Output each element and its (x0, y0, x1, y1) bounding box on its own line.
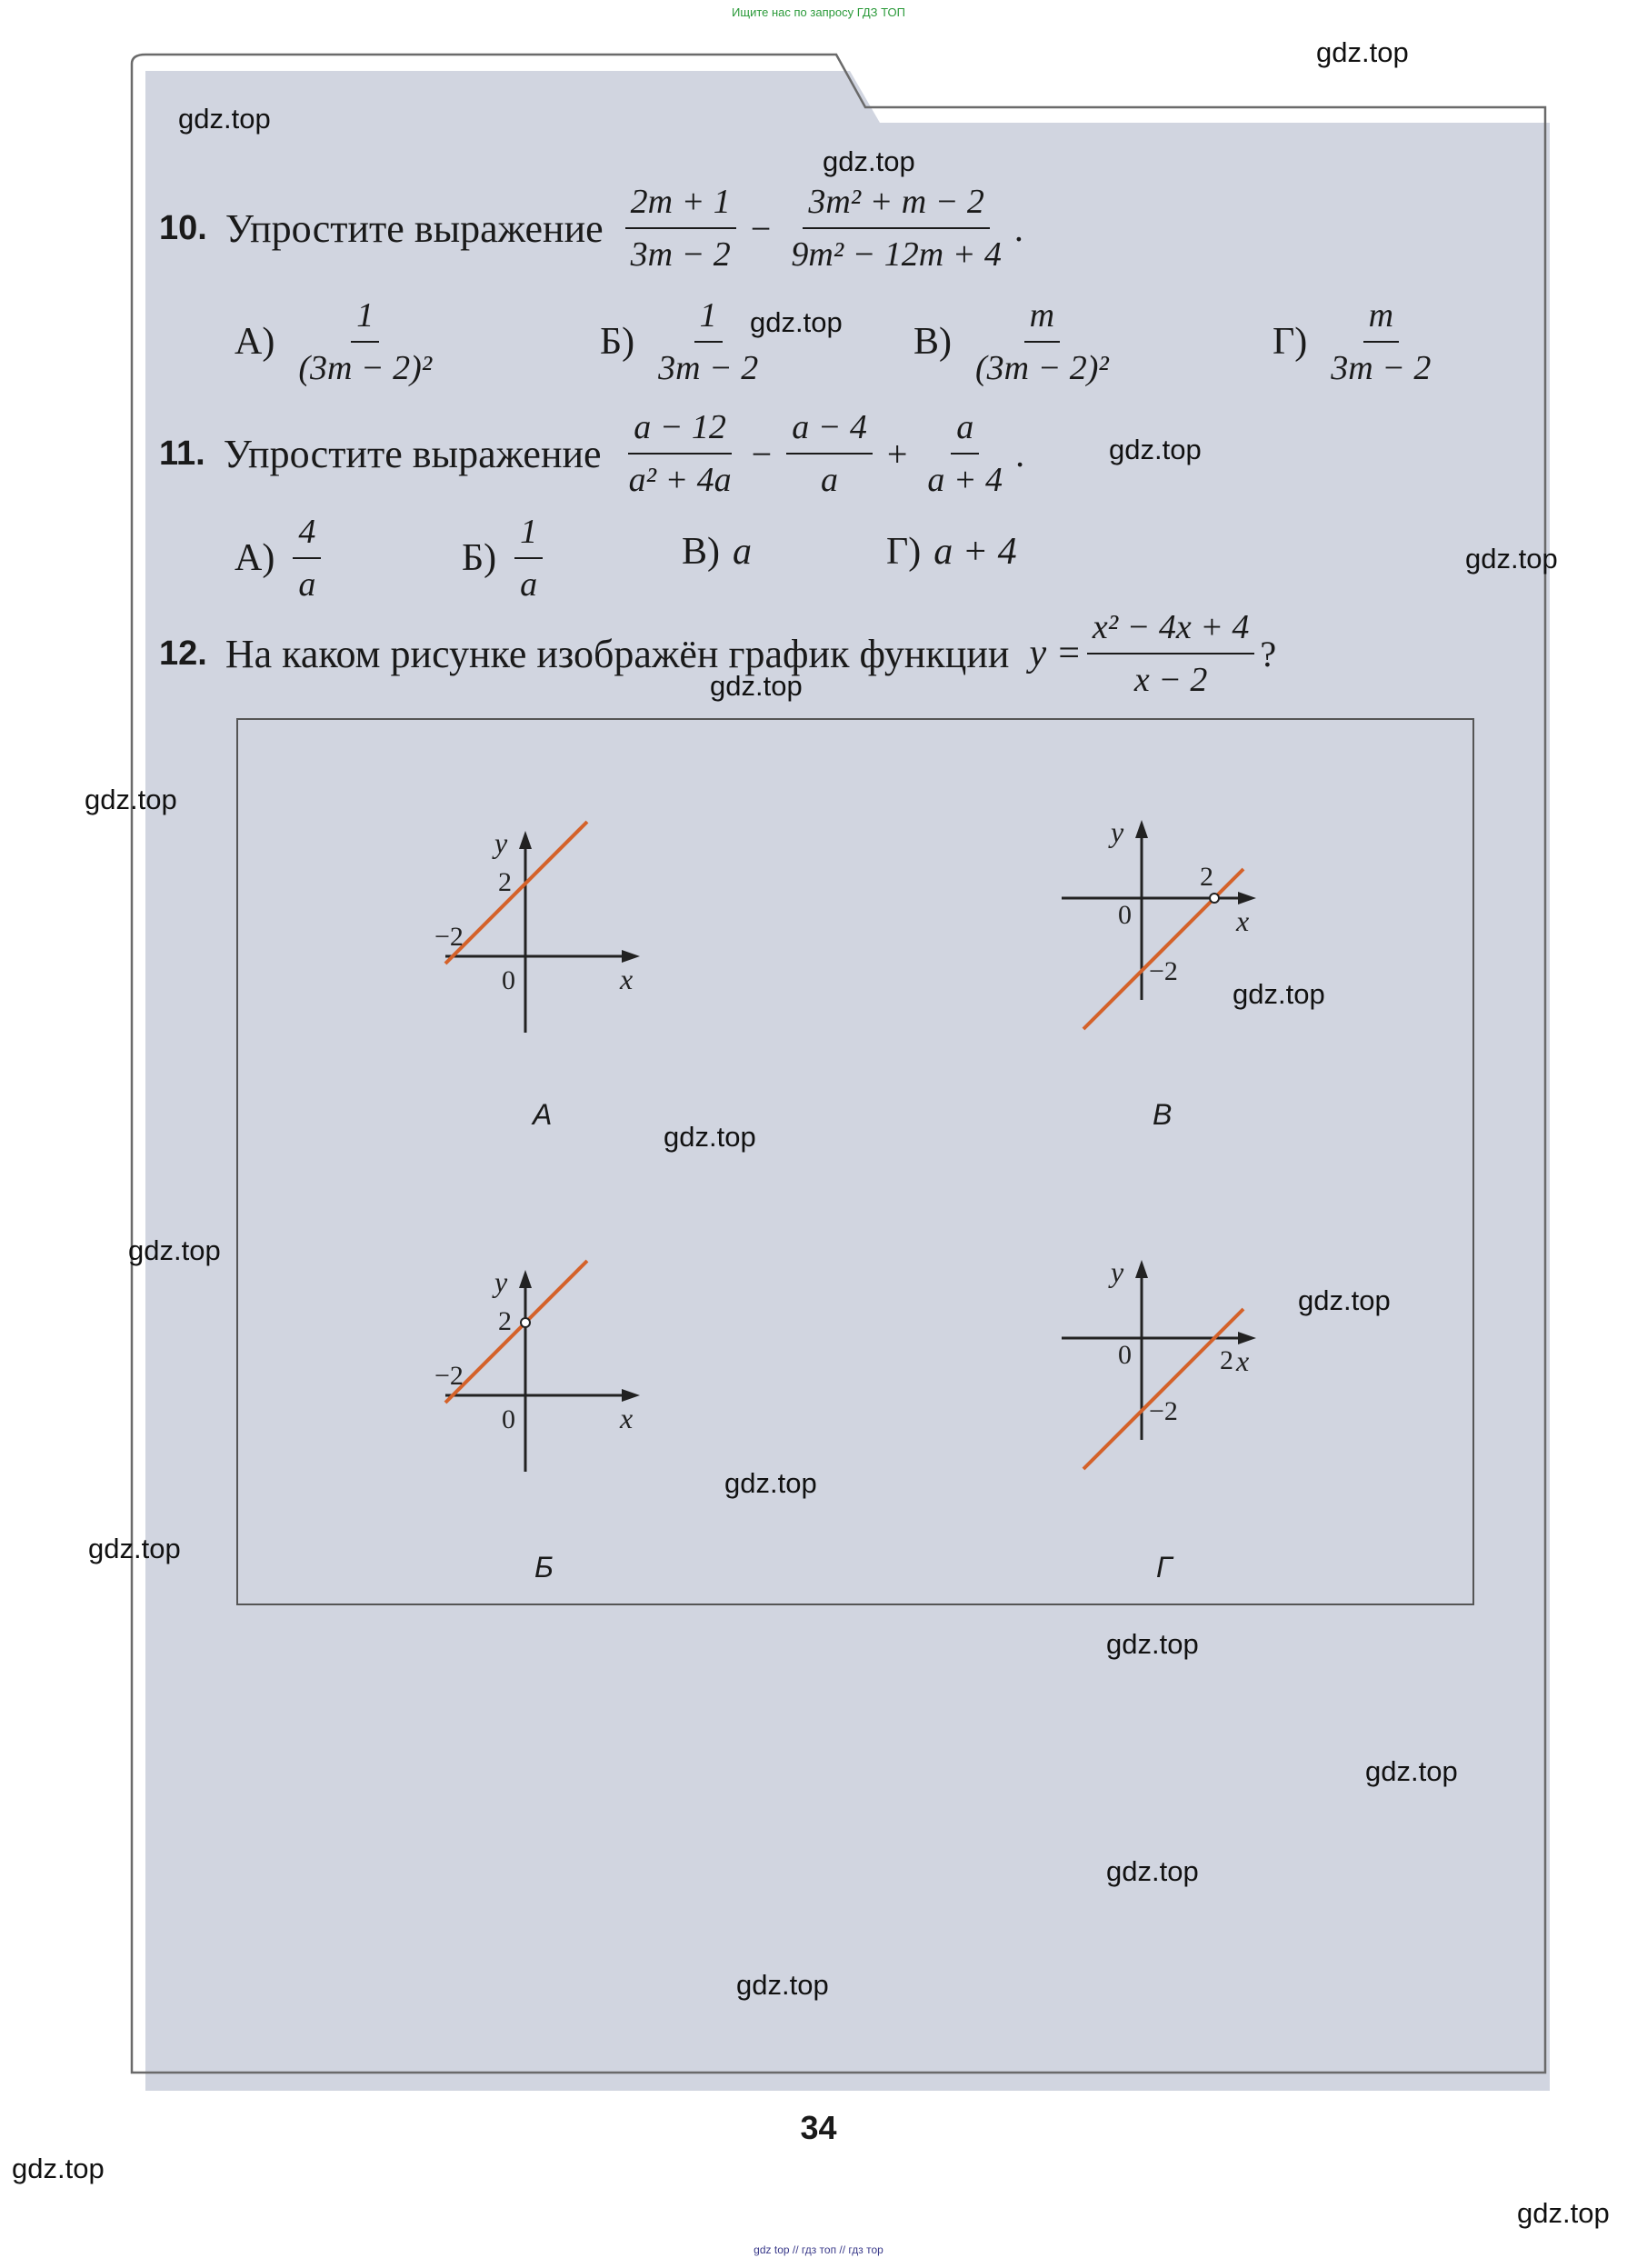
x-arrow-icon (1238, 1332, 1256, 1344)
function-line (1083, 869, 1243, 1029)
option-label: В) (913, 321, 952, 363)
denominator: x − 2 (1133, 661, 1208, 699)
origin-label: 0 (1118, 900, 1132, 930)
question-number: 12. (159, 634, 207, 673)
y-axis-label: y (494, 826, 508, 859)
watermark: gdz.top (1517, 2197, 1610, 2229)
watermark: gdz.top (1233, 978, 1325, 1010)
tick-label: −2 (434, 1361, 464, 1391)
graph-caption-b: Б (534, 1551, 554, 1584)
watermark: gdz.top (85, 784, 177, 815)
question-mark: ? (1260, 633, 1277, 674)
y-axis-label: y (1111, 815, 1124, 848)
x-arrow-icon (622, 1389, 640, 1402)
option-label: Б) (600, 321, 635, 363)
y-arrow-icon (519, 1270, 532, 1288)
tick-label: 2 (1220, 1345, 1233, 1375)
tick-label: 2 (1200, 862, 1213, 892)
top-note: Ищите нас по запросу ГДЗ ТОП (732, 5, 905, 19)
y-axis-label: y (494, 1265, 508, 1298)
graph-caption-v: В (1153, 1098, 1173, 1131)
tick-label: −2 (1149, 956, 1178, 986)
watermark: gdz.top (1106, 1855, 1199, 1887)
function-lhs: y = (1029, 633, 1082, 674)
tick-label: −2 (434, 922, 464, 952)
x-arrow-icon (1238, 892, 1256, 904)
watermark: gdz.top (1109, 434, 1202, 465)
numerator: a (951, 407, 979, 455)
origin-label: 0 (1118, 1340, 1132, 1370)
graph-3 (434, 1261, 640, 1472)
denominator: a² + 4a (628, 461, 732, 499)
y-arrow-icon (1135, 1260, 1148, 1278)
denominator: 9m² − 12m + 4 (791, 235, 1002, 274)
numerator: x² − 4x + 4 (1087, 607, 1254, 654)
numerator: m (1024, 295, 1060, 343)
graph-1 (434, 822, 640, 1033)
denominator: a + 4 (927, 461, 1003, 499)
watermark: gdz.top (1316, 36, 1409, 68)
page-number: 34 (800, 2109, 837, 2146)
y-axis-label: y (1111, 1255, 1124, 1288)
question-text: Упростите выражение (223, 431, 602, 476)
numerator: m (1363, 295, 1399, 343)
function-line (445, 1261, 587, 1403)
denominator: 3m − 2 (658, 349, 759, 387)
graph-4 (1062, 1255, 1256, 1469)
operator: − (750, 207, 772, 249)
x-axis-label: x (1236, 904, 1250, 937)
numerator: a − 12 (628, 407, 732, 455)
x-axis-label: x (1236, 1344, 1250, 1377)
bottom-note: gdz top // гдз топ // гдз тор (754, 2243, 883, 2256)
period: . (1015, 433, 1025, 475)
origin-label: 0 (502, 1404, 515, 1434)
watermark: gdz.top (88, 1533, 181, 1564)
denominator: a (298, 565, 316, 604)
option-label: В) (682, 531, 720, 573)
option-value: a (733, 531, 752, 573)
tick-label: −2 (1149, 1396, 1178, 1426)
watermark: gdz.top (1465, 543, 1558, 574)
numerator: 2m + 1 (625, 182, 736, 229)
origin-label: 0 (502, 965, 515, 995)
denominator: 3m − 2 (630, 235, 731, 274)
y-arrow-icon (519, 831, 532, 849)
watermark: gdz.top (724, 1467, 817, 1499)
numerator: 1 (514, 512, 543, 559)
numerator: 4 (293, 512, 321, 559)
option-value: a + 4 (933, 531, 1017, 573)
tick-label: 2 (498, 867, 512, 897)
graph-2 (1062, 815, 1256, 1029)
watermark: gdz.top (710, 670, 803, 702)
numerator: 1 (694, 295, 723, 343)
question-text: На каком рисунке изображён график функции (225, 631, 1010, 676)
watermark: gdz.top (736, 1969, 829, 2001)
denominator: (3m − 2)² (298, 349, 433, 387)
numerator: 3m² + m − 2 (803, 182, 990, 229)
x-axis-label: x (620, 963, 634, 995)
watermark: gdz.top (1298, 1284, 1391, 1316)
option-label: Г) (1273, 321, 1308, 363)
graph-caption-g: Г (1156, 1551, 1173, 1584)
function-line (445, 822, 587, 964)
watermark: gdz.top (823, 145, 915, 177)
y-arrow-icon (1135, 820, 1148, 838)
denominator: (3m − 2)² (975, 349, 1109, 387)
watermark: gdz.top (128, 1234, 221, 1266)
option-label: Г) (886, 531, 922, 573)
denominator: a (520, 565, 538, 604)
option-label: Б) (462, 537, 497, 579)
hole-point (1210, 894, 1219, 903)
denominator: 3m − 2 (1331, 349, 1432, 387)
numerator: a − 4 (786, 407, 873, 455)
question-text: Упростите выражение (225, 205, 604, 251)
option-label: А) (235, 537, 275, 579)
watermark: gdz.top (12, 2153, 105, 2184)
operator: + (886, 433, 908, 475)
denominator: a (821, 461, 839, 499)
watermark: gdz.top (178, 103, 271, 135)
x-axis-label: x (620, 1402, 634, 1434)
function-line (1083, 1309, 1243, 1469)
watermark: gdz.top (664, 1121, 756, 1153)
option-label: А) (235, 321, 275, 363)
watermark: gdz.top (1365, 1755, 1458, 1787)
hole-point (521, 1318, 530, 1327)
operator: − (751, 433, 773, 475)
watermark: gdz.top (750, 306, 843, 338)
period: . (1013, 207, 1023, 249)
graph-caption-a: А (533, 1098, 553, 1131)
question-number: 10. (159, 208, 207, 247)
question-number: 11. (159, 434, 205, 473)
watermark: gdz.top (1106, 1628, 1199, 1660)
tick-label: 2 (498, 1306, 512, 1336)
numerator: 1 (351, 295, 379, 343)
x-arrow-icon (622, 950, 640, 963)
